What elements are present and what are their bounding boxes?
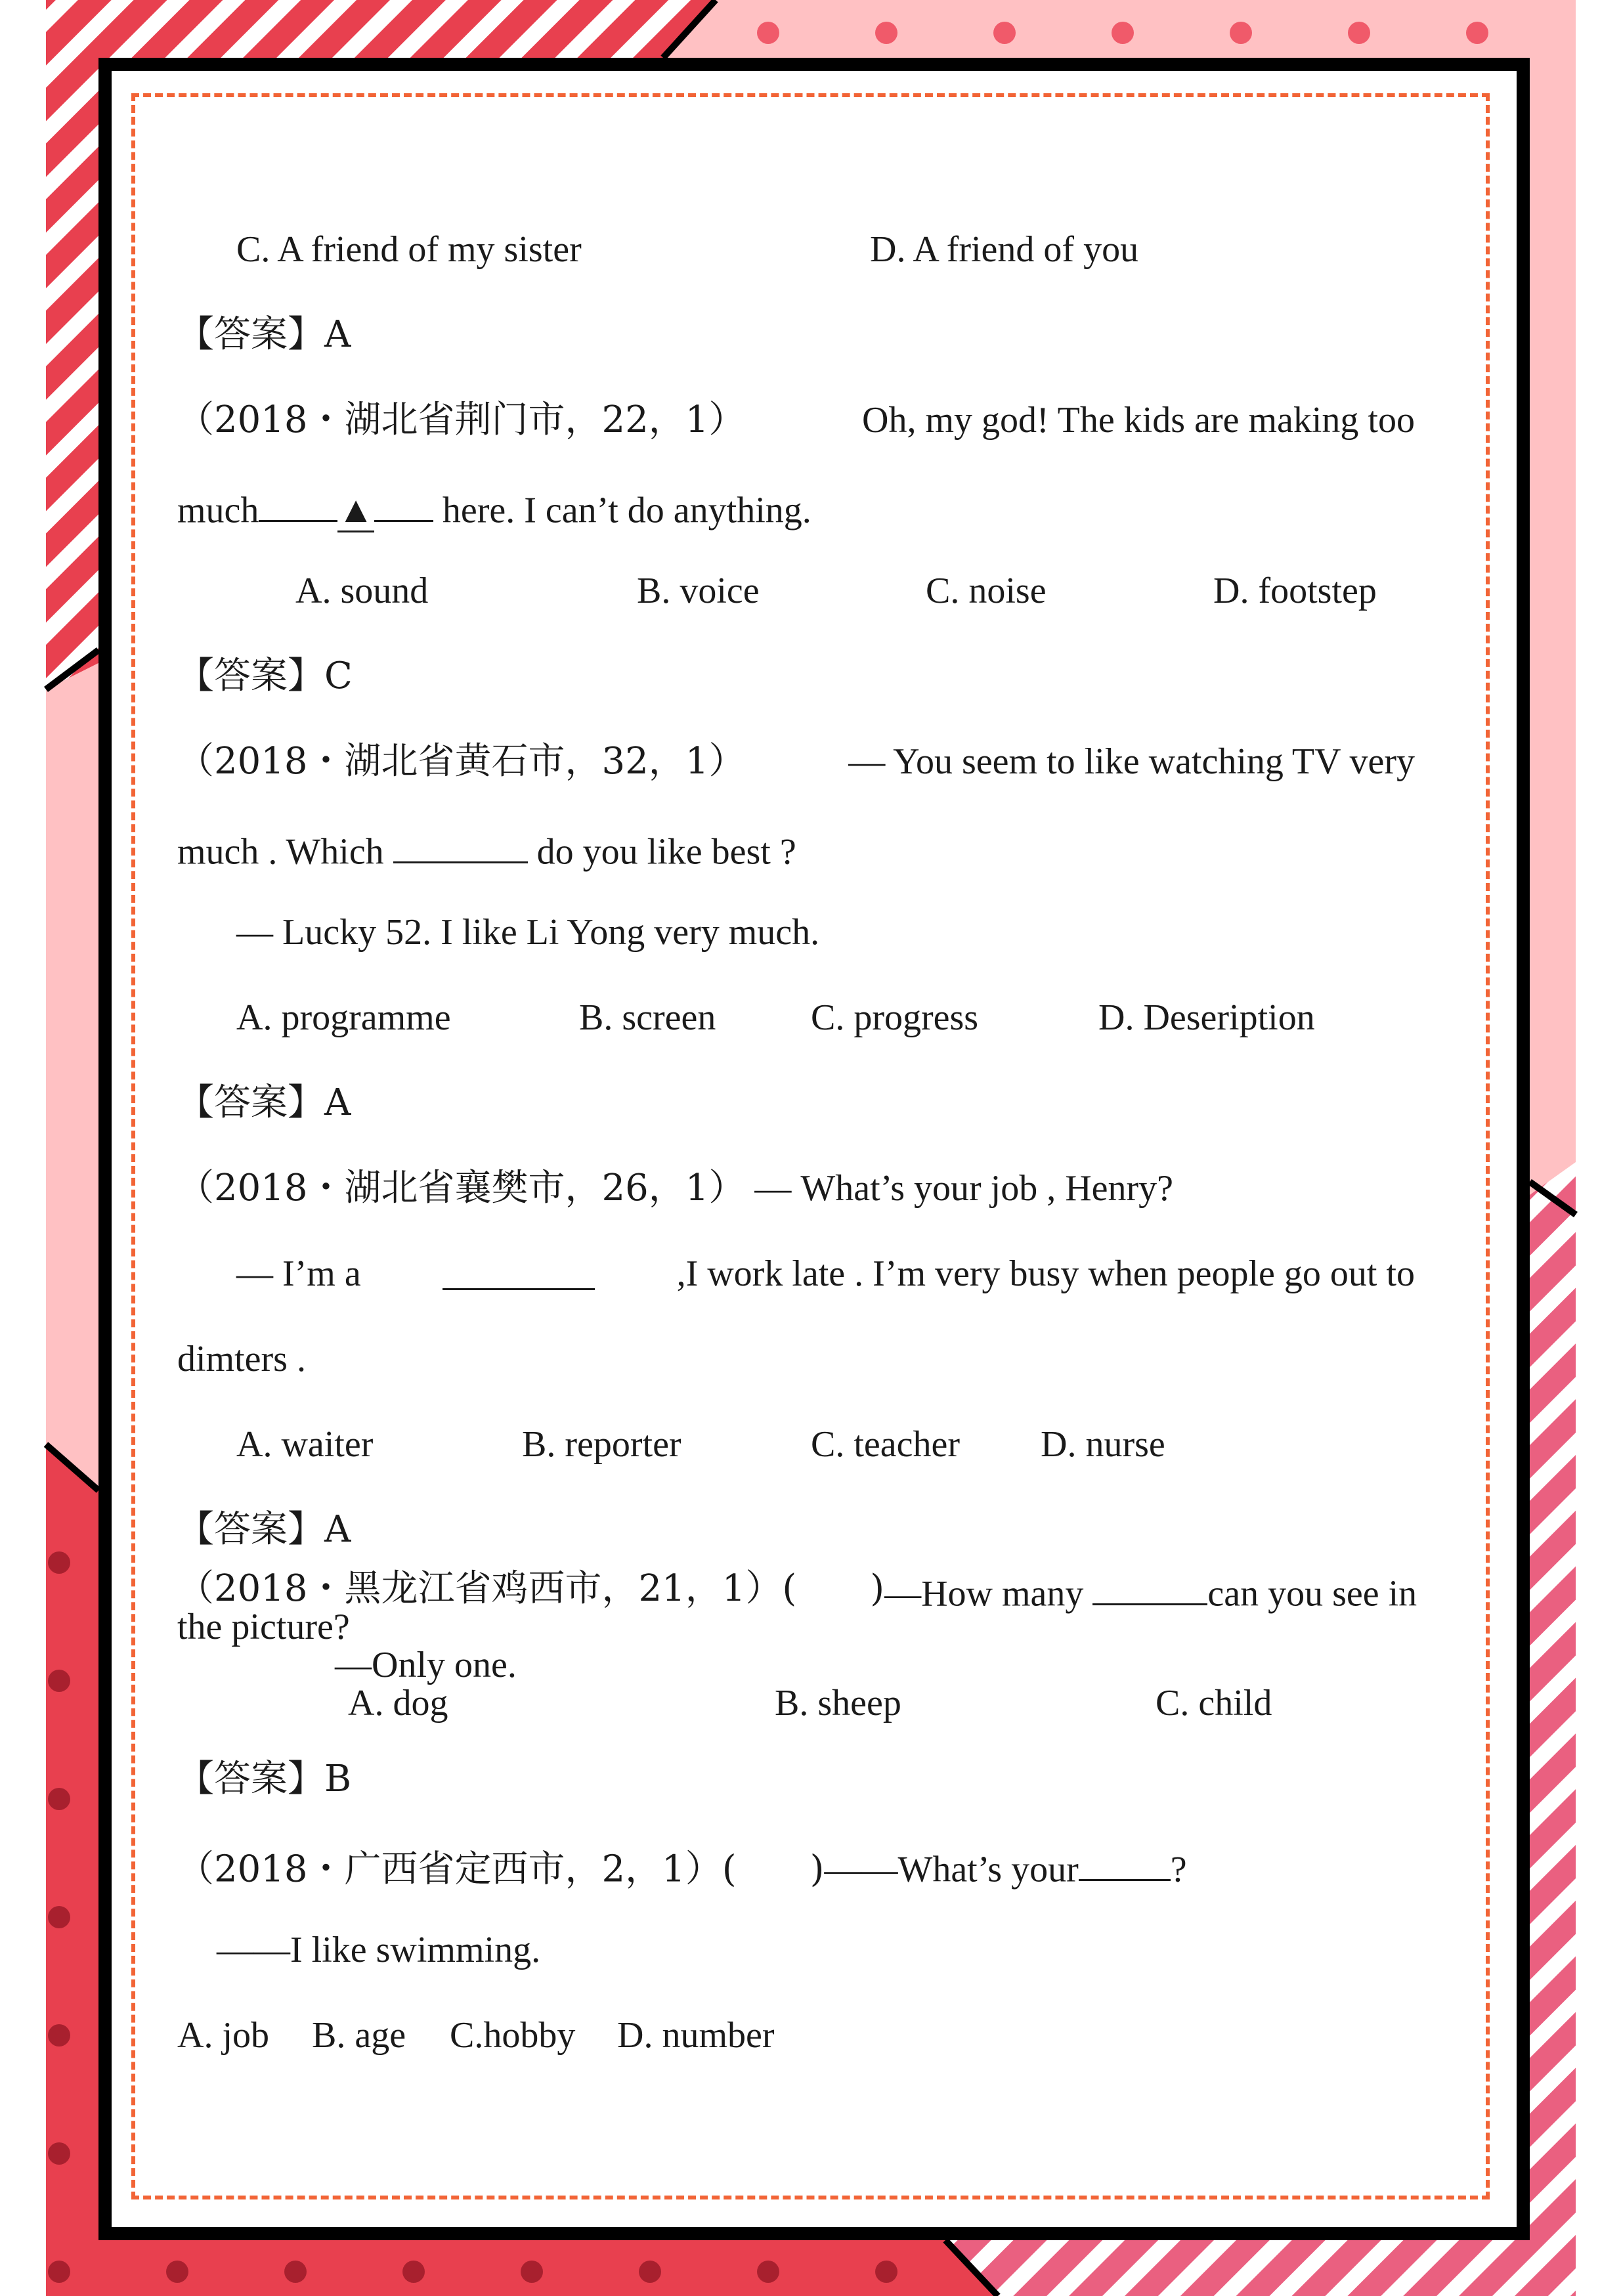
question-2-blank-left	[259, 487, 337, 522]
question-5-text-b: the picture?	[177, 1607, 350, 1647]
option-a: A. dog	[348, 1683, 448, 1723]
option-d: D. nurse	[1041, 1424, 1165, 1465]
question-3-line-1	[177, 740, 1415, 783]
option-b: B. screen	[579, 997, 716, 1038]
question-3-text-b1: much . Which	[177, 831, 384, 873]
question-4-text-a: — What’s your job , Henry?	[754, 1168, 1174, 1209]
option-a: A. waiter	[236, 1424, 374, 1465]
option-b: B. reporter	[522, 1424, 681, 1465]
option-c: C. progress	[811, 997, 979, 1038]
prev-option-c: C. A friend of my sister	[236, 229, 582, 270]
question-6-blank	[1079, 1846, 1171, 1881]
answer-2: 【答案】C	[177, 655, 353, 697]
answer-5: 【答案】B	[177, 1758, 352, 1800]
question-4-line-2	[236, 1255, 1415, 1292]
prev-option-d: D. A friend of you	[870, 229, 1139, 270]
option-b: B. sheep	[775, 1683, 901, 1723]
question-5-text-a1: —How many	[884, 1573, 1084, 1614]
option-a: A. job	[177, 2015, 269, 2056]
answer-1: 【答案】A	[177, 313, 351, 356]
question-2-text-b1: much	[177, 490, 259, 531]
question-3-blank	[393, 829, 528, 863]
option-a: A. sound	[295, 571, 429, 611]
question-2-blank-right	[374, 487, 433, 522]
question-2-text-b2: here. I can’t do anything.	[442, 490, 811, 531]
question-5-line-1	[177, 1567, 1417, 1614]
question-6-source: （2018・广西省定西市，2，1）( )	[177, 1848, 825, 1891]
question-2-line-2	[177, 487, 811, 529]
question-6-reply: ——I like swimming.	[217, 1930, 541, 1970]
question-2-text-a: Oh, my god! The kids are making too	[862, 400, 1415, 441]
answer-3: 【答案】A	[177, 1081, 351, 1124]
question-3-text-a: — You seem to like watching TV very	[848, 741, 1415, 782]
question-6-text-a1: ——What’s your	[824, 1849, 1079, 1890]
question-6-line-1	[177, 1846, 1187, 1891]
question-2-line-1	[177, 399, 1415, 441]
question-5-blank	[1092, 1570, 1207, 1605]
option-d: D. footstep	[1213, 571, 1377, 611]
question-5-text-a2: can you see in	[1207, 1573, 1417, 1614]
question-3-line-2	[177, 829, 796, 873]
question-2-marker: ▲	[337, 490, 374, 532]
option-d: D. number	[617, 2015, 775, 2056]
question-4-reply-a2: ,I work late . I’m very busy when people go out to	[676, 1253, 1415, 1294]
option-b: B. voice	[637, 571, 760, 611]
question-2-source: （2018・湖北省荆门市，22，1）	[177, 399, 746, 441]
question-3-reply: — Lucky 52. I like Li Yong very much.	[236, 912, 820, 953]
question-5-reply: —Only one.	[335, 1645, 517, 1685]
question-6-text-a2: ?	[1170, 1849, 1187, 1890]
answer-4: 【答案】A	[177, 1508, 351, 1551]
option-c: C. child	[1156, 1683, 1272, 1723]
question-4-line-1	[177, 1167, 1174, 1209]
option-b: B. age	[312, 2015, 406, 2056]
option-a: A. programme	[236, 997, 451, 1038]
option-c: C. teacher	[811, 1424, 960, 1465]
option-c: C.hobby	[450, 2015, 576, 2056]
question-4-reply-a1: — I’m a	[236, 1253, 361, 1294]
question-3-source: （2018・湖北省黄石市，32，1）	[177, 740, 746, 783]
option-c: C. noise	[926, 571, 1047, 611]
question-4-reply-b: dimters .	[177, 1339, 306, 1379]
question-4-source: （2018・湖北省襄樊市，26，1）	[177, 1167, 746, 1209]
question-4-blank	[443, 1255, 595, 1290]
question-5-source: （2018・黑龙江省鸡西市，21，1）( )	[177, 1567, 885, 1610]
question-3-text-b2: do you like best ?	[536, 831, 796, 873]
option-d: D. Deseription	[1098, 997, 1315, 1038]
